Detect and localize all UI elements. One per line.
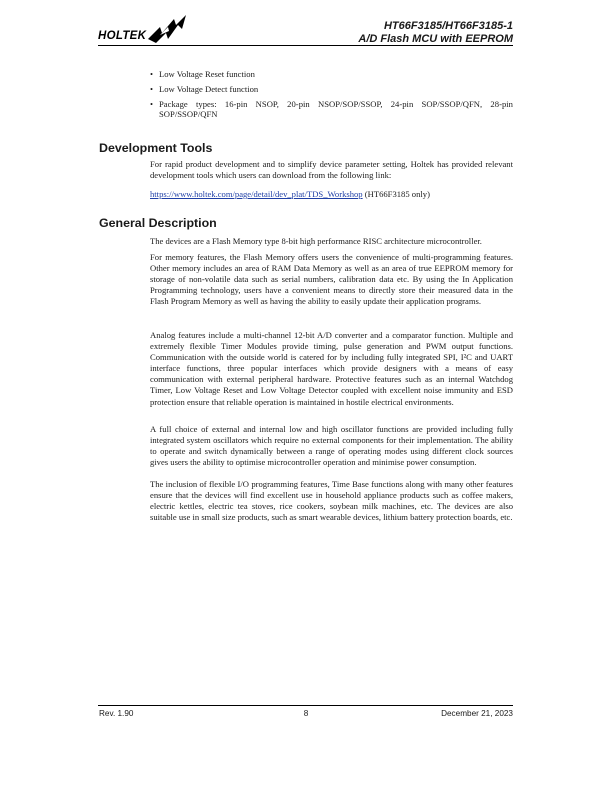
footer-date: December 21, 2023 [441, 709, 513, 718]
development-tools-text: For rapid product development and to simplify device parameter setting, Holtek has provided relevant development tools which users can download from the following link: [150, 159, 513, 181]
holtek-logo [98, 13, 190, 45]
list-item: • Low Voltage Detect function [150, 83, 259, 94]
header-divider [98, 45, 513, 46]
title-product-description: A/D Flash MCU with EEPROM [358, 32, 513, 45]
section-heading-general-description: General Description [99, 216, 217, 230]
link-note: (HT66F3185 only) [362, 189, 430, 199]
section-heading-development-tools: Development Tools [99, 141, 213, 155]
document-title [358, 20, 513, 45]
footer-divider [98, 705, 513, 706]
download-link[interactable]: https://www.holtek.com/page/detail/dev_plat/TDS_Workshop [150, 189, 363, 199]
list-item: • Package types: 16-pin NSOP, 20-pin NSOP/SOP/SSOP, 24-pin SOP/SSOP/QFN, 28-pin SOP/SSOP/QFN [150, 98, 513, 120]
description-paragraph: The inclusion of flexible I/O programming features, Time Base functions along with many other features ensure that the devices will find excellent use in household appliance products such as coffee makers, electric kettles, electric tea stoves, rice cookers, soybean milk machines, etc. The devices are also suitable use in small size products, such as smart wearable devices, lithium battery protection boards, etc. [150, 479, 513, 523]
footer-page-number: 8 [303, 709, 309, 718]
description-paragraph: Analog features include a multi-channel 12-bit A/D converter and a comparator function. Multiple and extremely flexible Timer Modules provide timing, pulse generation and PWM output functions. Communication with the outside world is catered for by including fully integrated SPI, I²C and UART interface functions, three popular interfaces which provide designers with a means of easy communication with external peripheral hardware. Protective features such as an internal Watchdog Timer, Low Voltage Reset and Low Voltage Detector coupled with excellent noise immunity and ESD protection ensure that reliable operation is maintained in hostile electrical environments. [150, 330, 513, 407]
bullet-icon: • [150, 69, 154, 79]
list-item: • Low Voltage Reset function [150, 69, 255, 79]
logo-wordmark: HOLTEK [98, 30, 147, 42]
development-tools-link-line [150, 189, 513, 200]
feature-list [150, 69, 513, 124]
bullet-icon: • [150, 98, 154, 109]
bullet-icon: • [150, 83, 154, 94]
description-paragraph: For memory features, the Flash Memory offers users the convenience of multi-programming features. Other memory includes an area of RAM Data Memory as well as an area of true EEPROM memory for storage of non-volatile data such as serial numbers, calibration data etc. By using the In Application Programming technology, users have a convenient means to directly store their measured data in the Flash Program Memory as well as having the ability to easily update their application programs. [150, 252, 513, 307]
description-paragraph: The devices are a Flash Memory type 8-bit high performance RISC architecture microcontroller. [150, 236, 482, 246]
description-paragraph: A full choice of external and internal low and high oscillator functions are provided including fully integrated system oscillators which require no external components for their implementation. The ability to operate and switch dynamically between a range of operating modes using different clock sources gives users the ability to optimise microcontroller operation and minimise power consumption. [150, 424, 513, 468]
page-header [0, 0, 612, 50]
title-part-numbers: HT66F3185/HT66F3185-1 [383, 20, 513, 32]
footer-revision: Rev. 1.90 [99, 709, 134, 718]
